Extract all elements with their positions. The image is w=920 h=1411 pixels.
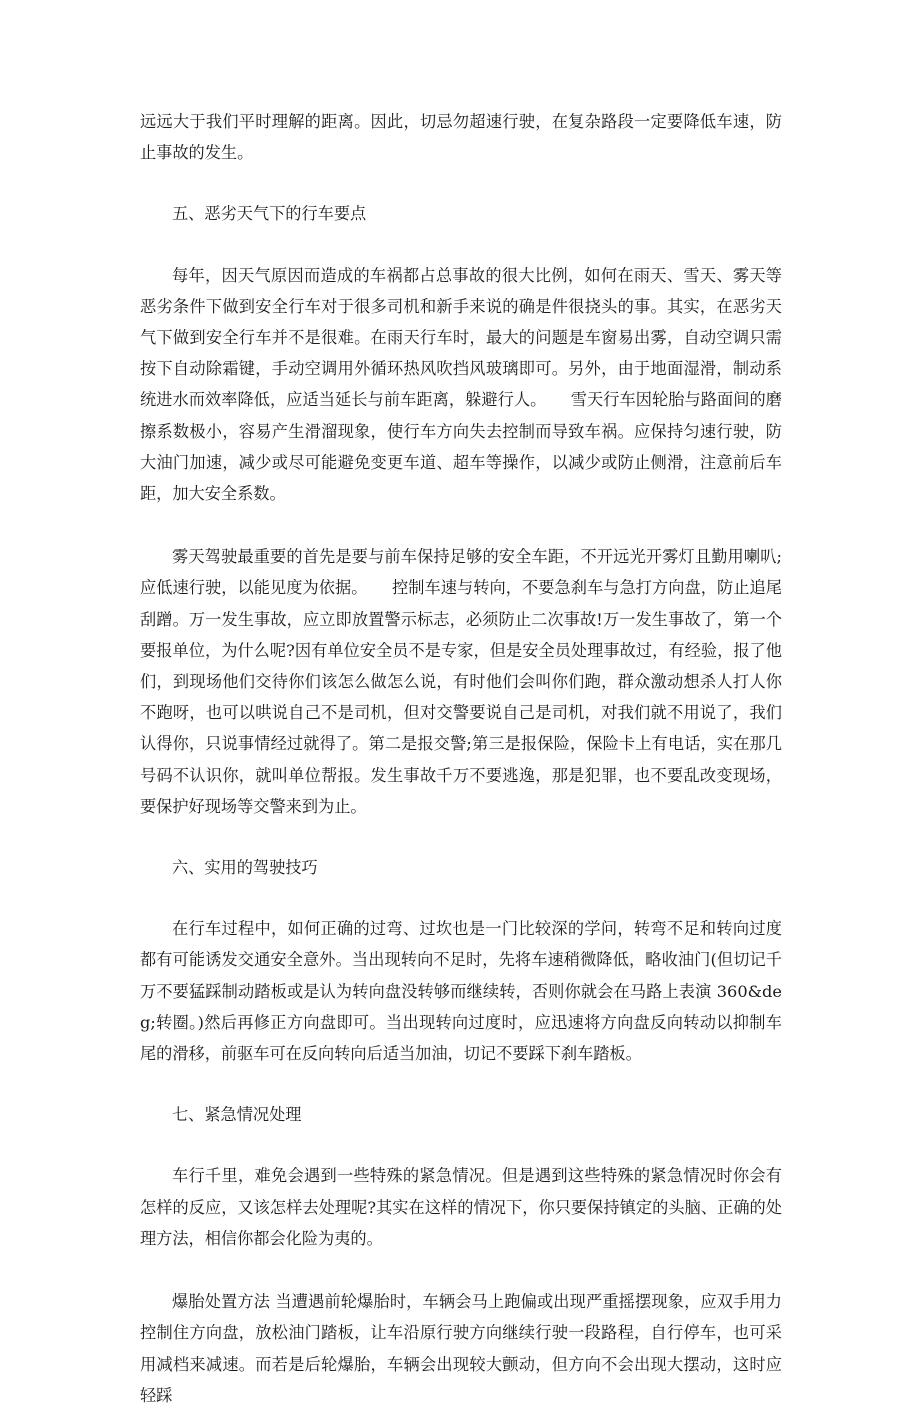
paragraph-rain-snow: 每年，因天气原因而造成的车祸都占总事故的很大比例，如何在雨天、雪天、雾天等恶劣条件下做到安全行车对于很多司机和新手来说的确是件很挠头的事。其实，在恶劣天气下做到安全行车并不是很难。在雨天行车时，最大的问题是车窗易出雾，自动空调只需按下自动除霜键，手动空调用外循环热风吹挡风玻璃即可。另外，由于地面湿滑，制动系统进水而效率降低，应适当延长与前车距离，躲避行人。 雪天行车因轮胎与路面间的磨擦系数极小，容易产生滑溜现象，使行车方向失去控制而导致车祸。应保持匀速行驶，防大油门加速，减少或尽可能避免变更车道、超车等操作，以减少或防止侧滑，注意前后车距，加大安全系数。 [140, 265, 782, 504]
paragraph-tire-blowout: 爆胎处置方法 当遭遇前轮爆胎时，车辆会马上跑偏或出现严重摇摆现象，应双手用力控制住方向盘，放松油门踏板，让车沿原行驶方向继续行驶一段路程，自行停车，也可采用减档来减速。而若是后轮爆胎，车辆会出现较大颤动，但方向不会出现大摆动，这时应轻踩 [140, 1292, 782, 1405]
section-heading-driving-skills: 六、实用的驾驶技巧 [172, 858, 318, 878]
paragraph-emergency-intro: 车行千里，难免会遇到一些特殊的紧急情况。但是遇到这些特殊的紧急情况时你会有怎样的反应，又该怎样去处理呢?其实在这样的情况下，你只要保持镇定的头脑、正确的处理方法，相信你都会化险为夷的。 [140, 1166, 782, 1248]
section-heading-emergency: 七、紧急情况处理 [172, 1105, 302, 1125]
paragraph-fog-accident: 雾天驾驶最重要的首先是要与前车保持足够的安全车距，不开远光开雾灯且勤用喇叭;应低速行驶，以能见度为依据。 控制车速与转向，不要急刹车与急打方向盘，防止追尾刮蹭。万一发生事故，应立即放置警示标志，必须防止二次事故!万一发生事故了，第一个要报单位，为什么呢?因有单位安全员不是专家，但是安全员处理事故过，有经验，报了他们，到现场他们交待你们该怎么做怎么说，有时他们会叫你们跑，群众激动想杀人打人你不跑呀，也可以哄说自己不是司机，但对交警要说自己是司机，对我们就不用说了，我们认得你，只说事情经过就得了。第二是报交警;第三是报保险，保险卡上有电话，实在那几号码不认识你，就叫单位帮报。发生事故千万不要逃逸，那是犯罪，也不要乱改变现场，要保护好现场等交警来到为止。 [140, 547, 782, 816]
document-body [140, 106, 782, 1411]
paragraph-speeding-conclusion: 远远大于我们平时理解的距离。因此，切忌勿超速行驶，在复杂路段一定要降低车速，防止事故的发生。 [140, 112, 782, 163]
paragraph-cornering: 在行车过程中，如何正确的过弯、过坎也是一门比较深的学问，转弯不足和转向过度都有可能诱发交通安全意外。当出现转向不足时，先将车速稍微降低，略收油门(但切记千万不要猛踩制动踏板或是认为转向盘没转够而继续转，否则你就会在马路上表演 360&deg;转圈。)然后再修正方向盘即可。当出现转向过度时，应迅速将方向盘反向转动以抑制车尾的滑移，前驱车可在反向转向后适当加油，切记不要踩下刹车踏板。 [140, 919, 782, 1064]
section-heading-bad-weather: 五、恶劣天气下的行车要点 [172, 204, 367, 224]
